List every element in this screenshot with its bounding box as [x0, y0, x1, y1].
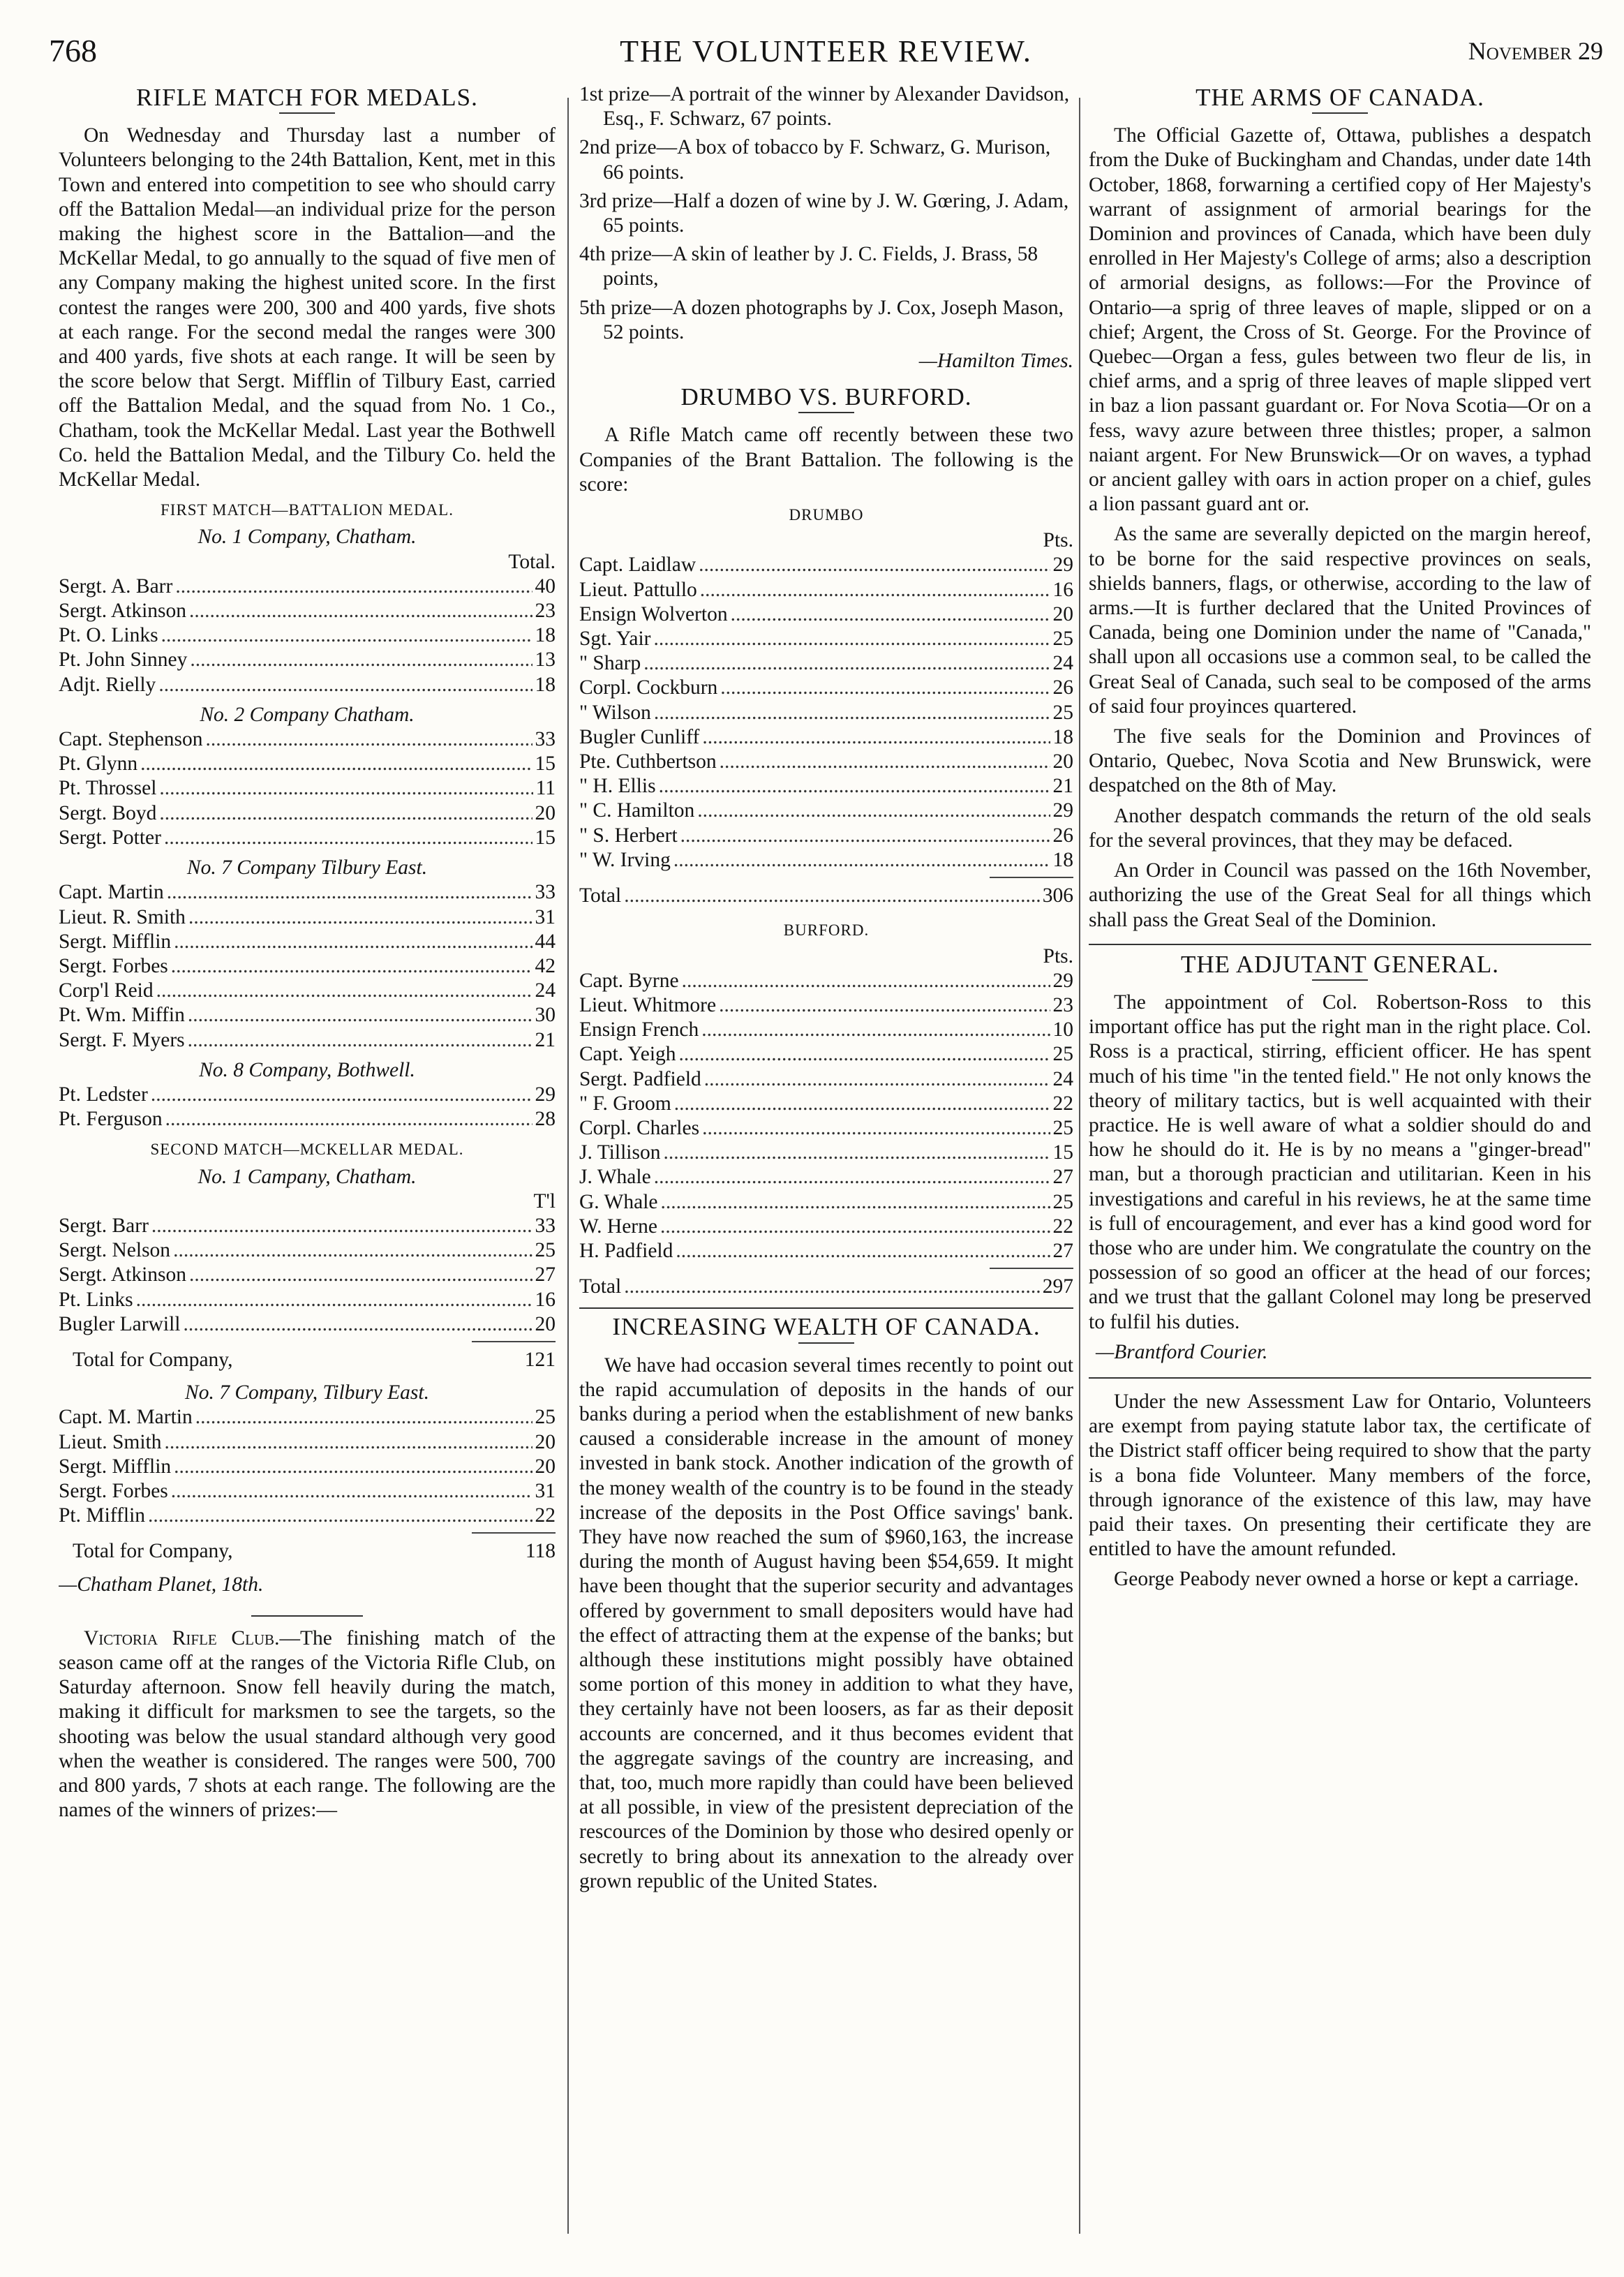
competitor-name: Sergt. F. Myers	[59, 1028, 185, 1051]
leader-dots	[189, 599, 532, 623]
score-row	[579, 676, 1073, 700]
leader-dots	[188, 905, 532, 930]
leader-dots	[174, 1455, 532, 1479]
article-body: The Official Gazette of, Ottawa, publishes a despatch from the Duke of Buckingham and Chandas, under date 14th October, 1868, forwarning a certified copy of Her Majesty's warrant of assignment of armorial bearings for the Dominion and provinces of Canada, which have been duly enrolled in Her Majesty's College of arms; also a description of armorial designs, as follows:—For the Province of Ontario—a sprig of three leaves of maple, slipped or on a chief; Argent, the Cross of St. George. For the Province of Quebec—Organ a fess, gules between two fleur de lis, in chief arms, and a sprig of three leaves of maple slipped vert in baz a lion passant guardant or. For Nova Scotia—Or on a fess, wavy azure between three thistles; proper, a salmon naiant argent. For New Brunswick—Or on waves, a typhad or ancient galley with oars in action proper on a chief, gules a lion passant guard ant or.	[1089, 124, 1591, 516]
section-rule	[1089, 1377, 1591, 1379]
score-row	[59, 1107, 556, 1132]
company-total-row	[59, 1348, 556, 1375]
score-row	[579, 824, 1073, 848]
competitor-name: Corp'l Reid	[59, 979, 154, 1002]
score-row	[59, 1003, 556, 1028]
article-body: We have had occasion several times recently to point out the rapid accumulation of deposits in the hands of our banks during a period when the establishment of new banks caused a considerable increase in the amount of money invested in bank stock. Another indication of the growth of the money wealth of the country is to be found in the steady increase of the deposits in the Post Office savings' bank. They have now reached the sum of $960,163, the increase during the month of August having been $54,659. It might have been thought that the superior security and advantages offered by government to small depositers would have had the effect of attracting them at the expense of the banks; but although these institutions might possibly have obtained some portion of this money in addition to what they have, they certainly have not been loosers, as far as their deposit accounts are concerned, and it thus becomes evident that the aggregate savings of the country are increasing, and that, too, much more rapidly than could have been believed at all possible, in view of the presistent depreciation of the rescources of the Dominion by those who desired openly or secretly to bring about its annexation to the already over grown republic of the United States.	[579, 1353, 1073, 1892]
company-name: No. 7 Company Tilbury East.	[186, 856, 428, 880]
competitor-score: 10	[1052, 1018, 1073, 1041]
leader-dots	[165, 1107, 532, 1132]
score-row	[579, 701, 1073, 725]
competitor-score: 30	[535, 1004, 556, 1027]
score-row	[579, 1165, 1073, 1189]
competitor-name: Pt. John Sinney	[59, 648, 188, 672]
score-row	[59, 574, 556, 599]
score-row	[579, 553, 1073, 577]
competitor-score: 22	[535, 1504, 556, 1527]
competitor-name: Pt. Glynn	[59, 752, 138, 776]
points-header: Pts.	[1043, 529, 1073, 552]
company-name: No. 8 Company, Bothwell.	[199, 1058, 415, 1081]
company-name: No. 7 Company, Tilbury East.	[185, 1381, 429, 1404]
leader-dots	[679, 1042, 1050, 1067]
match-heading: SECOND MATCH—MCKELLAR MEDAL.	[150, 1141, 464, 1159]
score-row	[59, 599, 556, 623]
leader-dots	[159, 801, 532, 826]
competitor-name: Capt. M. Martin	[59, 1406, 193, 1429]
score-row	[579, 602, 1073, 627]
leader-dots	[173, 1238, 532, 1263]
leader-dots	[140, 752, 532, 776]
leader-dots	[164, 826, 532, 850]
competitor-score: 20	[535, 1455, 556, 1478]
score-row	[59, 648, 556, 672]
competitor-score: 25	[1052, 1043, 1073, 1066]
score-row	[579, 750, 1073, 774]
score-row	[59, 905, 556, 930]
score-row	[59, 1028, 556, 1053]
competitor-name: " S. Herbert	[579, 824, 678, 847]
leader-dots	[653, 627, 1050, 651]
competitor-name: Capt. Yeigh	[579, 1043, 676, 1066]
competitor-score: 26	[1052, 676, 1073, 699]
competitor-score: 20	[1052, 602, 1073, 625]
leader-dots	[167, 880, 532, 905]
leader-dots	[188, 1028, 532, 1053]
prize-item: 1st prize—A portrait of the winner by Alexander Davidson, Esq., F. Schwarz, 67 points.	[579, 83, 1070, 131]
competitor-score: 26	[1052, 824, 1073, 847]
competitor-name: Ensign Wolverton	[579, 602, 728, 625]
article-source: —Hamilton Times.	[918, 350, 1073, 373]
leader-dots	[660, 1215, 1050, 1239]
competitor-name: Sergt. Forbes	[59, 1479, 168, 1502]
competitor-name: Sergt. Forbes	[59, 954, 168, 977]
company-total-row	[59, 1539, 556, 1566]
competitor-score: 15	[1052, 1141, 1073, 1164]
competitor-name: Sergt. Atkinson	[59, 600, 187, 623]
competitor-name: " Wilson	[579, 701, 651, 724]
company-name: No. 1 Company, Chatham.	[198, 526, 417, 549]
column-middle	[579, 82, 1073, 2260]
team-label: DRUMBO	[789, 506, 864, 524]
leader-dots	[731, 602, 1050, 627]
article-source: —Chatham Planet, 18th.	[59, 1573, 264, 1596]
score-row	[579, 1116, 1073, 1141]
title-rule	[798, 412, 854, 413]
score-row	[579, 725, 1073, 750]
score-row	[579, 1092, 1073, 1116]
title-rule	[1312, 112, 1368, 114]
leader-dots	[188, 1003, 532, 1028]
competitor-name: " C. Hamilton	[579, 799, 695, 822]
score-row	[59, 1263, 556, 1287]
score-row	[59, 623, 556, 648]
competitor-name: Lieut. Whitmore	[579, 993, 717, 1016]
publication-title: THE VOLUNTEER REVIEW.	[620, 34, 1032, 68]
total-label: Total for Company,	[73, 1348, 233, 1371]
leader-dots	[676, 1239, 1050, 1263]
competitor-name: " Sharp	[579, 652, 641, 675]
leader-dots	[206, 727, 532, 752]
score-row	[59, 979, 556, 1003]
score-row	[579, 1042, 1073, 1067]
score-table	[579, 969, 1073, 1263]
competitor-name: Adjt. Rielly	[59, 673, 156, 696]
competitor-score: 29	[1052, 554, 1073, 577]
competitor-score: 15	[535, 752, 556, 776]
article-title: INCREASING WEALTH OF CANADA.	[612, 1313, 1041, 1341]
competitor-score: 42	[535, 954, 556, 977]
total-row: Total ..... 306	[579, 884, 1073, 908]
prize-list	[579, 82, 1073, 345]
score-row	[579, 627, 1073, 651]
issue-date: November 29	[1468, 37, 1603, 65]
score-tables	[59, 525, 556, 1132]
article-body: The five seals for the Dominion and Provinces of Ontario, Quebec, Nova Scotia and New Brunswick, were despatched on the 8th of May.	[1089, 725, 1591, 797]
competitor-name: J. Whale	[579, 1166, 651, 1189]
competitor-name: Bugler Larwill	[59, 1312, 181, 1335]
competitor-score: 18	[535, 624, 556, 647]
competitor-name: Sergt. Boyd	[59, 801, 157, 824]
section-rule	[579, 1307, 1073, 1309]
competitor-name: Capt. Martin	[59, 881, 164, 904]
total-value: 118	[525, 1540, 556, 1563]
leader-dots	[682, 969, 1050, 993]
competitor-name: Pte. Cuthbertson	[579, 750, 717, 773]
competitor-name: Sergt. Padfield	[579, 1067, 701, 1090]
page-number: 768	[49, 33, 97, 68]
leader-dots	[158, 673, 532, 697]
leader-dots	[701, 1018, 1050, 1042]
total-value: 121	[524, 1348, 556, 1371]
paragraph-lead: Victoria Rifle Club.	[84, 1626, 280, 1649]
score-row	[59, 1312, 556, 1337]
competitor-score: 25	[535, 1406, 556, 1429]
competitor-name: Corpl. Cockburn	[579, 676, 718, 699]
competitor-score: 29	[1052, 799, 1073, 822]
competitor-score: 11	[535, 777, 556, 800]
sum-rule	[472, 1532, 556, 1534]
competitor-score: 21	[535, 1028, 556, 1051]
competitor-score: 25	[1052, 701, 1073, 724]
score-row	[579, 1141, 1073, 1165]
leader-dots	[156, 979, 532, 1003]
competitor-name: Capt. Stephenson	[59, 728, 203, 751]
competitor-score: 18	[1052, 848, 1073, 871]
company-name: No. 2 Company Chatham.	[200, 703, 415, 726]
competitor-score: 33	[535, 881, 556, 904]
leader-dots	[702, 1116, 1050, 1141]
leader-dots	[654, 1165, 1050, 1189]
competitor-name: Lieut. R. Smith	[59, 905, 186, 928]
competitor-score: 25	[1052, 1190, 1073, 1213]
score-column-header: T'l	[533, 1189, 556, 1212]
score-row	[59, 1405, 556, 1430]
article-body: An Order in Council was passed on the 16th November, authorizing the use of the Great Seal for all things which shall pass the Great Seal of the Dominion.	[1089, 859, 1591, 931]
score-tables	[59, 1165, 556, 1567]
competitor-score: 28	[535, 1108, 556, 1131]
article-source: —Brantford Courier.	[1096, 1340, 1268, 1363]
competitor-score: 27	[1052, 1166, 1073, 1189]
competitor-score: 33	[535, 1214, 556, 1237]
competitor-name: " W. Irving	[579, 848, 671, 871]
score-row	[59, 1504, 556, 1528]
column-left	[59, 82, 556, 2260]
leader-dots	[674, 1092, 1050, 1116]
leader-dots	[175, 574, 532, 599]
competitor-name: Sergt. Nelson	[59, 1239, 171, 1262]
competitor-score: 20	[1052, 750, 1073, 773]
competitor-name: Bugler Cunliff	[579, 725, 700, 748]
competitor-score: 21	[1052, 775, 1073, 798]
competitor-score: 27	[1052, 1239, 1073, 1262]
score-row	[579, 1190, 1073, 1215]
leader-dots	[719, 993, 1050, 1018]
competitor-score: 27	[535, 1263, 556, 1286]
prize-item: 5th prize—A dozen photographs by J. Cox, Joseph Mason, 52 points.	[579, 296, 1064, 343]
leader-dots	[171, 1479, 532, 1504]
leader-dots	[661, 1190, 1050, 1215]
leader-dots	[148, 1504, 532, 1528]
competitor-score: 25	[535, 1239, 556, 1262]
score-row	[59, 1455, 556, 1479]
section-rule	[1089, 944, 1591, 945]
competitor-score: 16	[535, 1288, 556, 1311]
competitor-score: 15	[535, 826, 556, 849]
leader-dots	[659, 774, 1050, 799]
column-divider	[567, 98, 569, 2234]
leader-dots	[161, 623, 532, 648]
competitor-score: 23	[535, 600, 556, 623]
competitor-score: 16	[1052, 578, 1073, 601]
competitor-score: 31	[535, 1479, 556, 1502]
score-row	[59, 801, 556, 826]
competitor-score: 20	[535, 801, 556, 824]
competitor-score: 25	[1052, 628, 1073, 651]
leader-dots	[190, 648, 532, 672]
article-body: The appointment of Col. Robertson-Ross to this important office has put the right man in the right place. Col. Ross is a practical, stirring, efficient officer. He has spent much of his time "in the tented field." He not only knows the theory of military tactics, but is well acquainted with their practice. He is well aware of what a soldier should do and how he should do it. He is by no means a "ginger-bread" man, but a thorough practician and utilitarian. Keen in his investigations and careful in his reviews, he at the same time is full of encouragement, and ever has a kind good word for those who are under him. We congratulate the country on the possession of so good an officer at the head of our forces; and we trust that the gallant Colonel may long be preserved to fulfil his duties.	[1089, 991, 1591, 1333]
leader-dots	[165, 1430, 532, 1455]
competitor-score: 29	[1052, 969, 1073, 992]
sum-rule	[990, 1268, 1073, 1269]
leader-dots	[174, 930, 532, 954]
score-row	[579, 1239, 1073, 1263]
leader-dots	[720, 750, 1050, 774]
article-body: On Wednesday and Thursday last a number of Volunteers belonging to the 24th Battalion, Kent, met in this Town and entered into competition to see who should carry off the Battalion Medal—an individual prize for the person making the highest score in the Battalion—and the McKellar Medal, to go annually to the squad of five men of any Company making the highest united score. In the first contest the ranges were 200, 300 and 400 yards, five shots at each range. For the second medal the ranges were 300 and 400 yards, five shots at each range. It will be seen by the score below that Sergt. Mifflin of Tilbury East, carried off the Battalion Medal, and the squad from No. 1 Co., Chatham, took the McKellar Medal. Last year the Bothwell Co. held the Battalion Medal, and the Tilbury Co. held the McKellar Medal.	[59, 124, 556, 491]
competitor-name: Sergt. A. Barr	[59, 574, 173, 598]
competitor-name: Sergt. Atkinson	[59, 1263, 187, 1286]
leader-dots	[673, 848, 1050, 873]
competitor-name: Pt. Ledster	[59, 1083, 148, 1106]
score-row	[59, 752, 556, 776]
article-title: DRUMBO VS. BURFORD.	[680, 383, 972, 411]
leader-dots	[720, 676, 1050, 700]
competitor-name: Sergt. Mifflin	[59, 930, 172, 953]
competitor-name: H. Padfield	[579, 1239, 673, 1262]
leader-dots	[697, 799, 1050, 823]
prize-item: 3rd prize—Half a dozen of wine by J. W. Gœring, J. Adam, 65 points.	[579, 189, 1069, 237]
competitor-name: Pt. Wm. Miffin	[59, 1004, 185, 1027]
team-label: BURFORD.	[783, 921, 870, 940]
score-row	[59, 673, 556, 697]
score-row	[579, 848, 1073, 873]
score-row	[579, 993, 1073, 1018]
score-row	[579, 799, 1073, 823]
article-body: A Rifle Match came off recently between these two Companies of the Brant Battalion. The following is the score:	[579, 424, 1073, 496]
leader-dots	[704, 1067, 1050, 1092]
score-row	[59, 826, 556, 850]
score-row	[59, 1288, 556, 1312]
article-title: THE ADJUTANT GENERAL.	[1181, 950, 1499, 978]
article-title: RIFLE MATCH FOR MEDALS.	[136, 84, 478, 111]
match-heading: FIRST MATCH—BATTALION MEDAL.	[161, 501, 454, 519]
score-row	[579, 1018, 1073, 1042]
competitor-name: Pt. Throssel	[59, 777, 157, 800]
competitor-name: Sergt. Mifflin	[59, 1455, 172, 1478]
competitor-name: " F. Groom	[579, 1092, 671, 1115]
leader-dots	[159, 776, 532, 801]
title-rule	[1312, 979, 1368, 981]
total-row: Total ..... 297	[579, 1275, 1073, 1299]
competitor-name: Pt. Ferguson	[59, 1108, 163, 1131]
points-header: Pts.	[1043, 944, 1073, 967]
competitor-name: W. Herne	[579, 1215, 657, 1238]
competitor-score: 44	[535, 930, 556, 953]
competitor-name: Capt. Byrne	[579, 969, 679, 992]
score-row	[579, 774, 1073, 799]
title-rule	[798, 1342, 854, 1344]
score-row	[579, 578, 1073, 602]
article-body: Under the new Assessment Law for Ontario, Volunteers are exempt from paying statute labor tax, the certificate of the District staff officer being required to show that the party is a bona fide Volunteer. Many members of the force, through ignorance of the existence of this law, may have paid their taxes. On presenting their certificate they are entitled to have the amount refunded.	[1089, 1390, 1591, 1561]
column-divider	[1079, 98, 1080, 2234]
competitor-score: 24	[1052, 652, 1073, 675]
article-body: George Peabody never owned a horse or kept a carriage.	[1114, 1568, 1579, 1591]
competitor-score: 25	[1052, 1116, 1073, 1139]
competitor-score: 18	[1052, 725, 1073, 748]
score-column-header: Total.	[508, 550, 556, 573]
competitor-name: Sergt. Potter	[59, 826, 161, 849]
competitor-score: 22	[1052, 1092, 1073, 1115]
score-row	[59, 1083, 556, 1107]
score-table	[579, 553, 1073, 873]
leader-dots	[184, 1312, 532, 1337]
competitor-name: Sgt. Yair	[579, 628, 651, 651]
leader-dots	[189, 1263, 532, 1287]
score-row	[59, 1238, 556, 1263]
sum-rule	[990, 877, 1073, 878]
title-rule	[279, 112, 335, 114]
competitor-name: Capt. Laidlaw	[579, 554, 696, 577]
competitor-name: Lieut. Pattullo	[579, 578, 697, 601]
prize-item: 2nd prize—A box of tobacco by F. Schwarz, G. Murison, 66 points.	[579, 136, 1051, 184]
leader-dots	[195, 1405, 532, 1430]
competitor-name: G. Whale	[579, 1190, 658, 1213]
leader-dots	[700, 578, 1050, 602]
column-right	[1089, 82, 1591, 2260]
competitor-name: Pt. Links	[59, 1288, 133, 1311]
score-row	[59, 727, 556, 752]
competitor-score: 33	[535, 728, 556, 751]
competitor-name: Sergt. Barr	[59, 1214, 149, 1237]
score-row	[579, 1215, 1073, 1239]
competitor-name: " H. Ellis	[579, 775, 656, 798]
competitor-score: 24	[535, 979, 556, 1002]
competitor-name: Ensign French	[579, 1018, 699, 1041]
leader-dots	[151, 1083, 532, 1107]
competitor-score: 20	[535, 1430, 556, 1453]
total-label: Total for Company,	[73, 1540, 233, 1563]
score-row	[579, 969, 1073, 993]
page-header	[49, 13, 1603, 80]
competitor-score: 24	[1052, 1067, 1073, 1090]
score-row	[579, 1067, 1073, 1092]
competitor-score: 40	[535, 574, 556, 598]
score-row	[59, 930, 556, 954]
sum-rule	[472, 1341, 556, 1342]
leader-dots	[643, 651, 1050, 676]
competitor-score: 31	[535, 905, 556, 928]
score-row	[59, 880, 556, 905]
competitor-score: 13	[535, 648, 556, 672]
competitor-score: 23	[1052, 993, 1073, 1016]
company-name: No. 1 Campany, Chatham.	[198, 1165, 417, 1188]
competitor-score: 29	[535, 1083, 556, 1106]
score-row	[59, 1214, 556, 1238]
competitor-name: Pt. Mifflin	[59, 1504, 146, 1527]
article-title: THE ARMS OF CANADA.	[1195, 84, 1484, 111]
leader-dots	[699, 553, 1050, 577]
score-row	[59, 1479, 556, 1504]
competitor-name: J. Tillison	[579, 1141, 661, 1164]
competitor-score: 22	[1052, 1215, 1073, 1238]
leader-dots	[151, 1214, 532, 1238]
score-row	[59, 776, 556, 801]
competitor-name: Corpl. Charles	[579, 1116, 700, 1139]
article-body: —The finishing match of the season came off at the ranges of the Victoria Rifle Club, on Saturday afternoon. Snow fell heavily during the match, making it difficult for marksmen to see the targets, so the shooting was below the usual standard although very good when the weather is considered. The ranges were 500, 700 and 800 yards, 7 shots at each range. The following are the names of the winners of prizes:—	[59, 1626, 556, 1822]
score-row	[59, 1430, 556, 1455]
prize-item: 4th prize—A skin of leather by J. C. Fields, J. Brass, 58 points,	[579, 243, 1038, 290]
leader-dots	[171, 954, 532, 979]
competitor-name: Lieut. Smith	[59, 1430, 162, 1453]
leader-dots	[654, 701, 1050, 725]
article-body: Another despatch commands the return of the old seals for the several provinces, that they may be defaced.	[1089, 804, 1591, 852]
leader-dots	[136, 1288, 532, 1312]
competitor-score: 20	[535, 1312, 556, 1335]
article-body: As the same are severally depicted on the margin hereof, to be borne for the said respective provinces on seals, shields banners, flags, or otherwise, according to the law of arms.—It is further declared that the United Provinces of Canada, being one Dominion under the name of "Canada," shall upon all occasions use a common seal, to be called the Great Seal of Canada, such seal to be composed of the arms of said four proyinces quartered.	[1089, 523, 1591, 718]
competitor-name: Pt. O. Links	[59, 624, 158, 647]
leader-dots	[663, 1141, 1050, 1165]
score-row	[579, 651, 1073, 676]
competitor-score: 18	[535, 673, 556, 696]
section-rule	[251, 1615, 363, 1617]
leader-dots	[702, 725, 1050, 750]
score-row	[59, 954, 556, 979]
leader-dots	[680, 824, 1050, 848]
